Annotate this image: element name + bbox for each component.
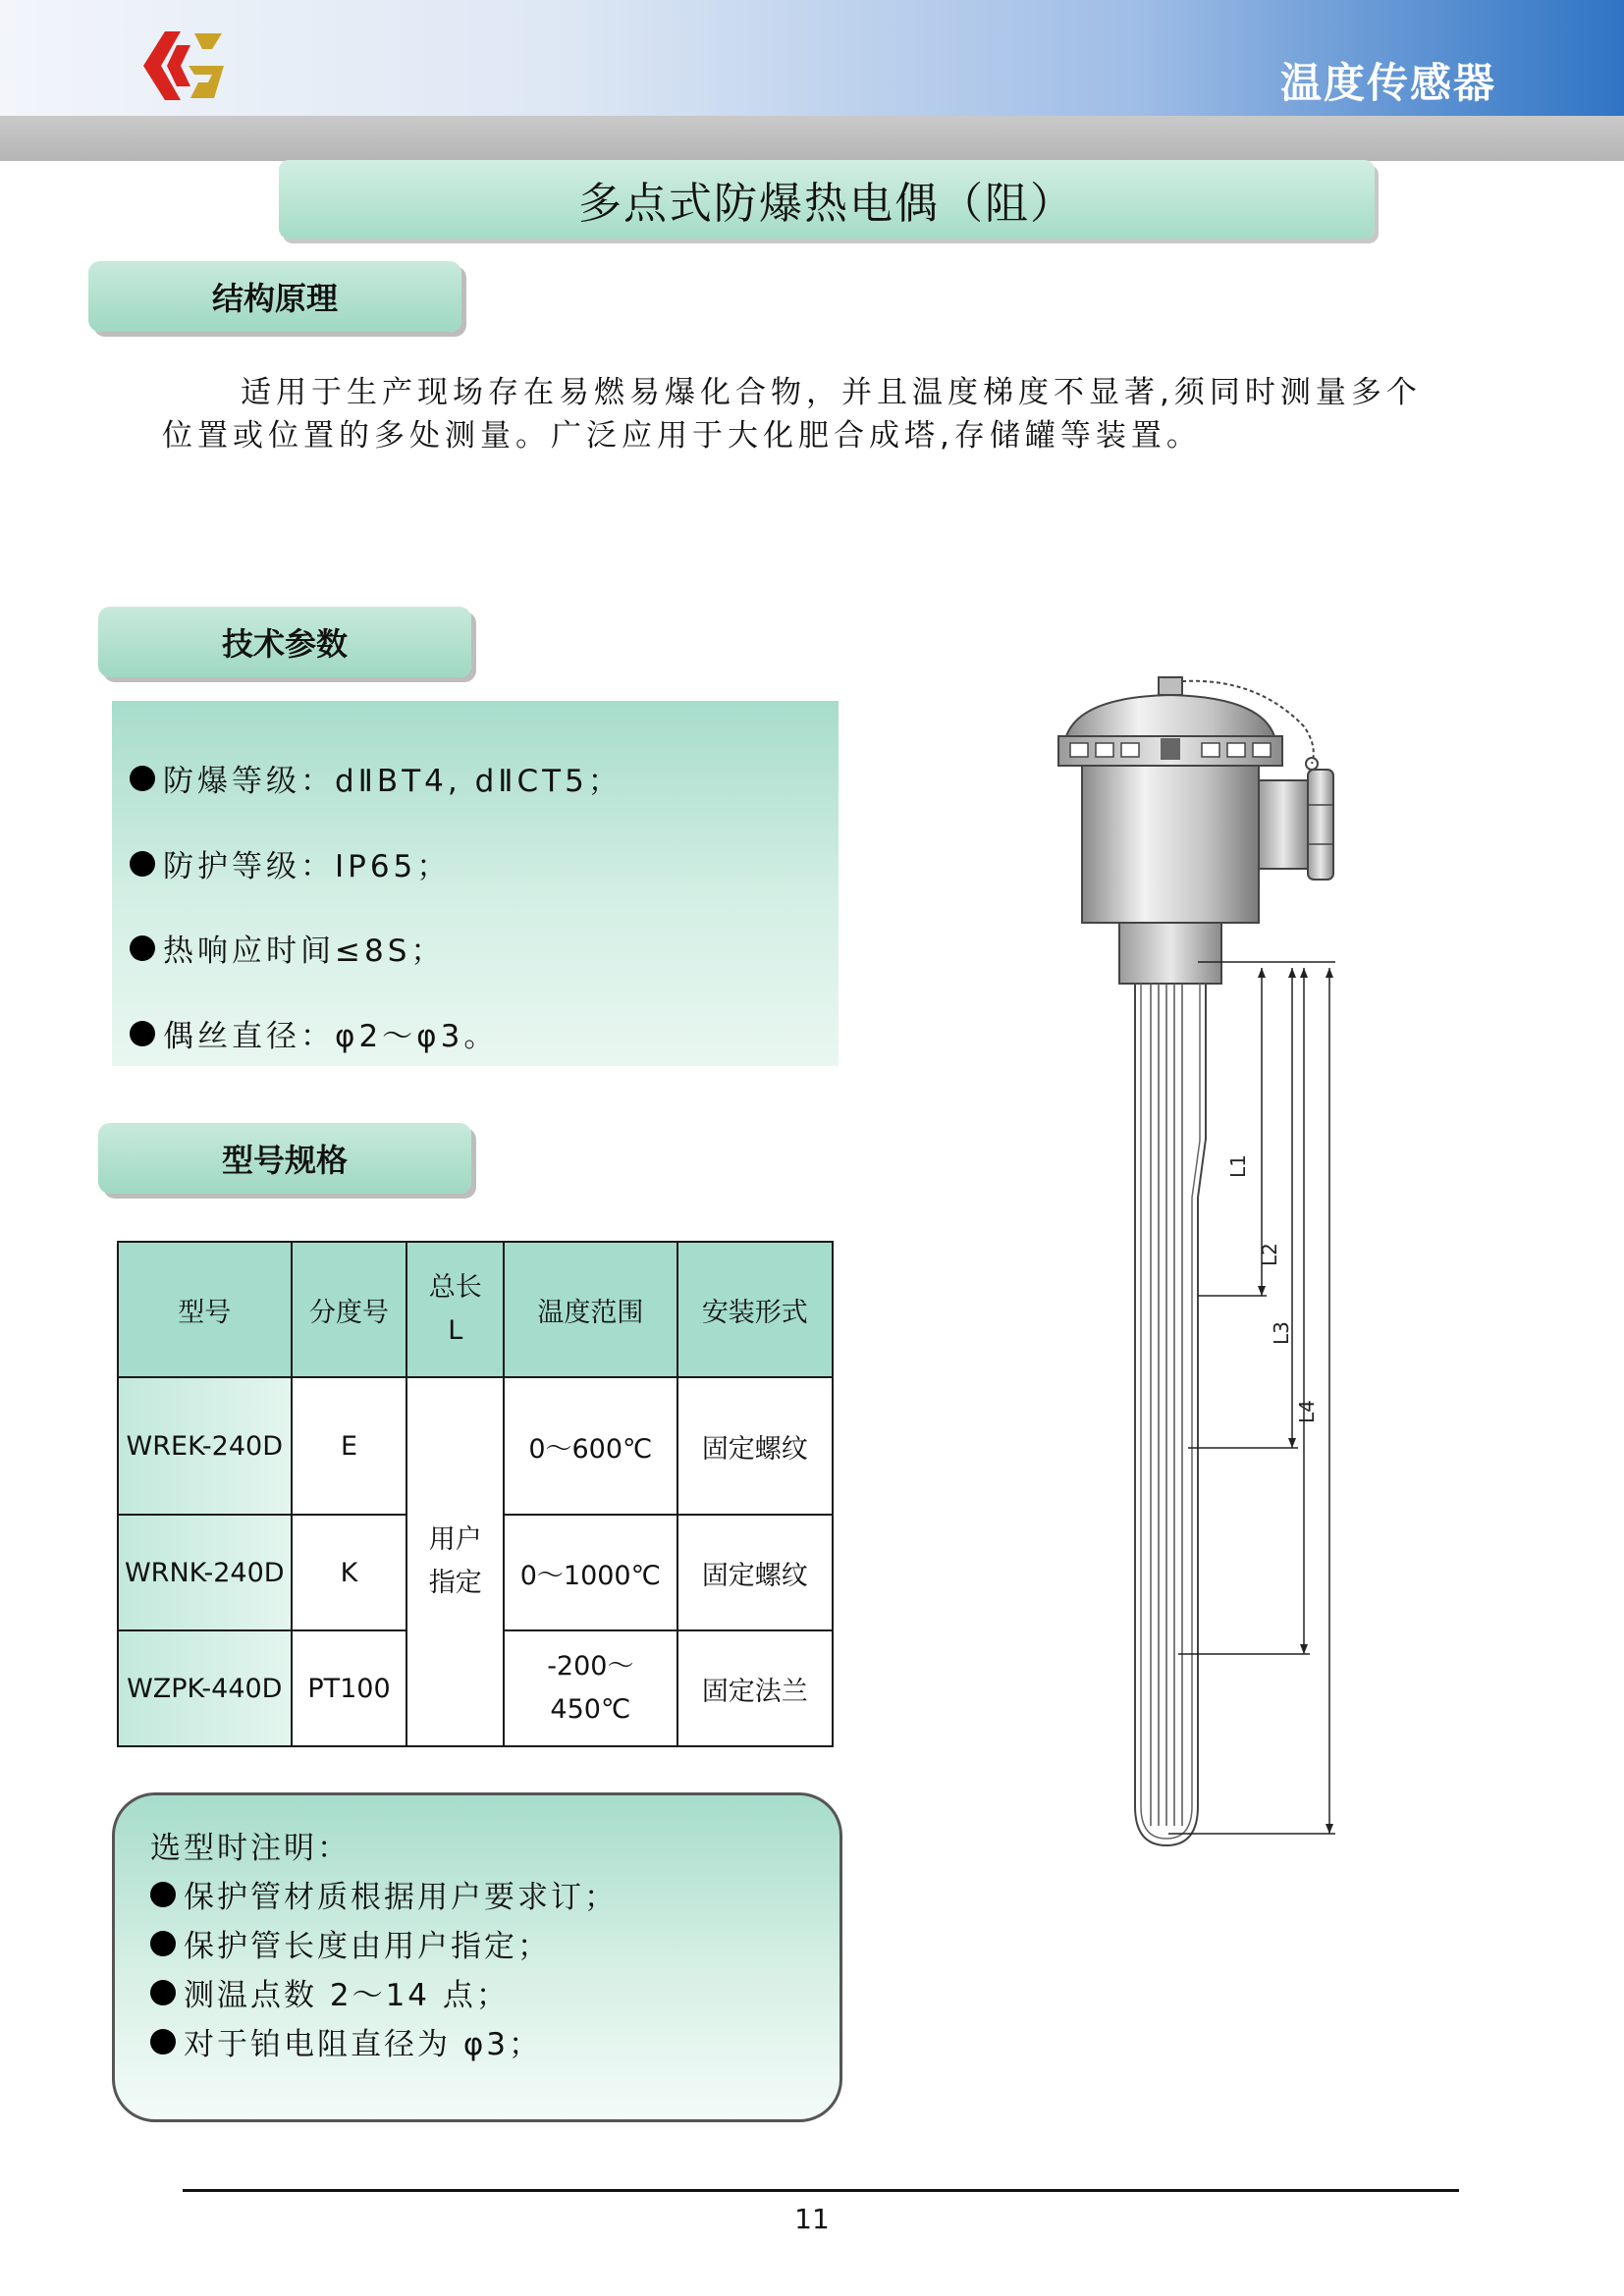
cell-range: -200～ 450℃ [504,1630,677,1746]
company-logo [137,27,228,104]
table-header-row [118,1242,833,1377]
cell-range: 0～600℃ [504,1377,677,1515]
section-heading-models: 型号规格 [98,1123,471,1194]
paragraph-line: 位置或位置的多处测量。广泛应用于大化肥合成塔,存储罐等装置。 [162,418,1202,454]
spec-item: 防爆等级：dⅡBT4, dⅡCT5； [130,756,623,800]
page-number: 11 [794,2203,830,2235]
page-title-box [279,160,1375,239]
cell-graduation: E [292,1377,407,1515]
footer-rule [183,2189,1459,2192]
table-header: 型号 [118,1242,292,1377]
section-heading-structure: 结构原理 [88,261,461,332]
thermocouple-drawing [1041,667,1414,1875]
notes-title: 选型时注明： [150,1831,351,1866]
note-item: 对于铂电阻直径为 φ3； [150,2019,542,2063]
page-title: 多点式防爆热电偶（阻） [578,179,1075,229]
header-gray-bar [0,116,1624,161]
spec-item: 偶丝直径：φ2～φ3。 [130,1011,498,1055]
table-header: 温度范围 [504,1242,677,1377]
bullet-icon [150,2029,176,2055]
spec-item: 热响应时间≤8S； [130,926,445,970]
bullet-icon [130,851,155,877]
bullet-icon [130,766,155,791]
cell-model: WRNK-240D [118,1515,292,1630]
note-item: 测温点数 2～14 点； [150,1970,510,2014]
note-item: 保护管长度由用户指定； [150,1921,551,1965]
bullet-icon [150,1931,176,1956]
bullet-icon [130,935,155,961]
table-header: 安装形式 [677,1242,833,1377]
cell-graduation: PT100 [292,1630,407,1746]
cell-model: WREK-240D [118,1377,292,1515]
header-category: 温度传感器 [1279,59,1496,107]
cell-mount: 固定螺纹 [677,1515,833,1630]
bullet-icon [150,1980,176,2005]
dimension-label-l4: L4 [1295,1400,1319,1423]
cell-mount: 固定螺纹 [677,1377,833,1515]
bullet-icon [150,1882,176,1907]
note-item: 保护管材质根据用户要求订； [150,1872,618,1916]
cell-range: 0～1000℃ [504,1515,677,1630]
paragraph-line: 适用于生产现场存在易燃易爆化合物，并且温度梯度不显著,须同时测量多个 [241,375,1422,410]
dimension-label-l3: L3 [1270,1321,1293,1345]
cell-mount: 固定法兰 [677,1630,833,1746]
table-row [118,1377,833,1515]
table-header: 总长 L [406,1242,504,1377]
dimension-label-l2: L2 [1258,1243,1281,1266]
structure-paragraph [162,371,1478,457]
table-header: 分度号 [292,1242,407,1377]
section-heading-tech: 技术参数 [98,607,471,677]
dimension-label-l1: L1 [1226,1154,1250,1178]
bullet-icon [130,1021,155,1046]
cell-length: 用户 指定 [406,1377,504,1746]
cell-model: WZPK-440D [118,1630,292,1746]
cell-graduation: K [292,1515,407,1630]
spec-item: 防护等级：IP65； [130,841,451,885]
selection-notes-box [112,1792,842,2122]
model-spec-table [117,1241,834,1747]
tech-spec-box [112,701,839,1066]
